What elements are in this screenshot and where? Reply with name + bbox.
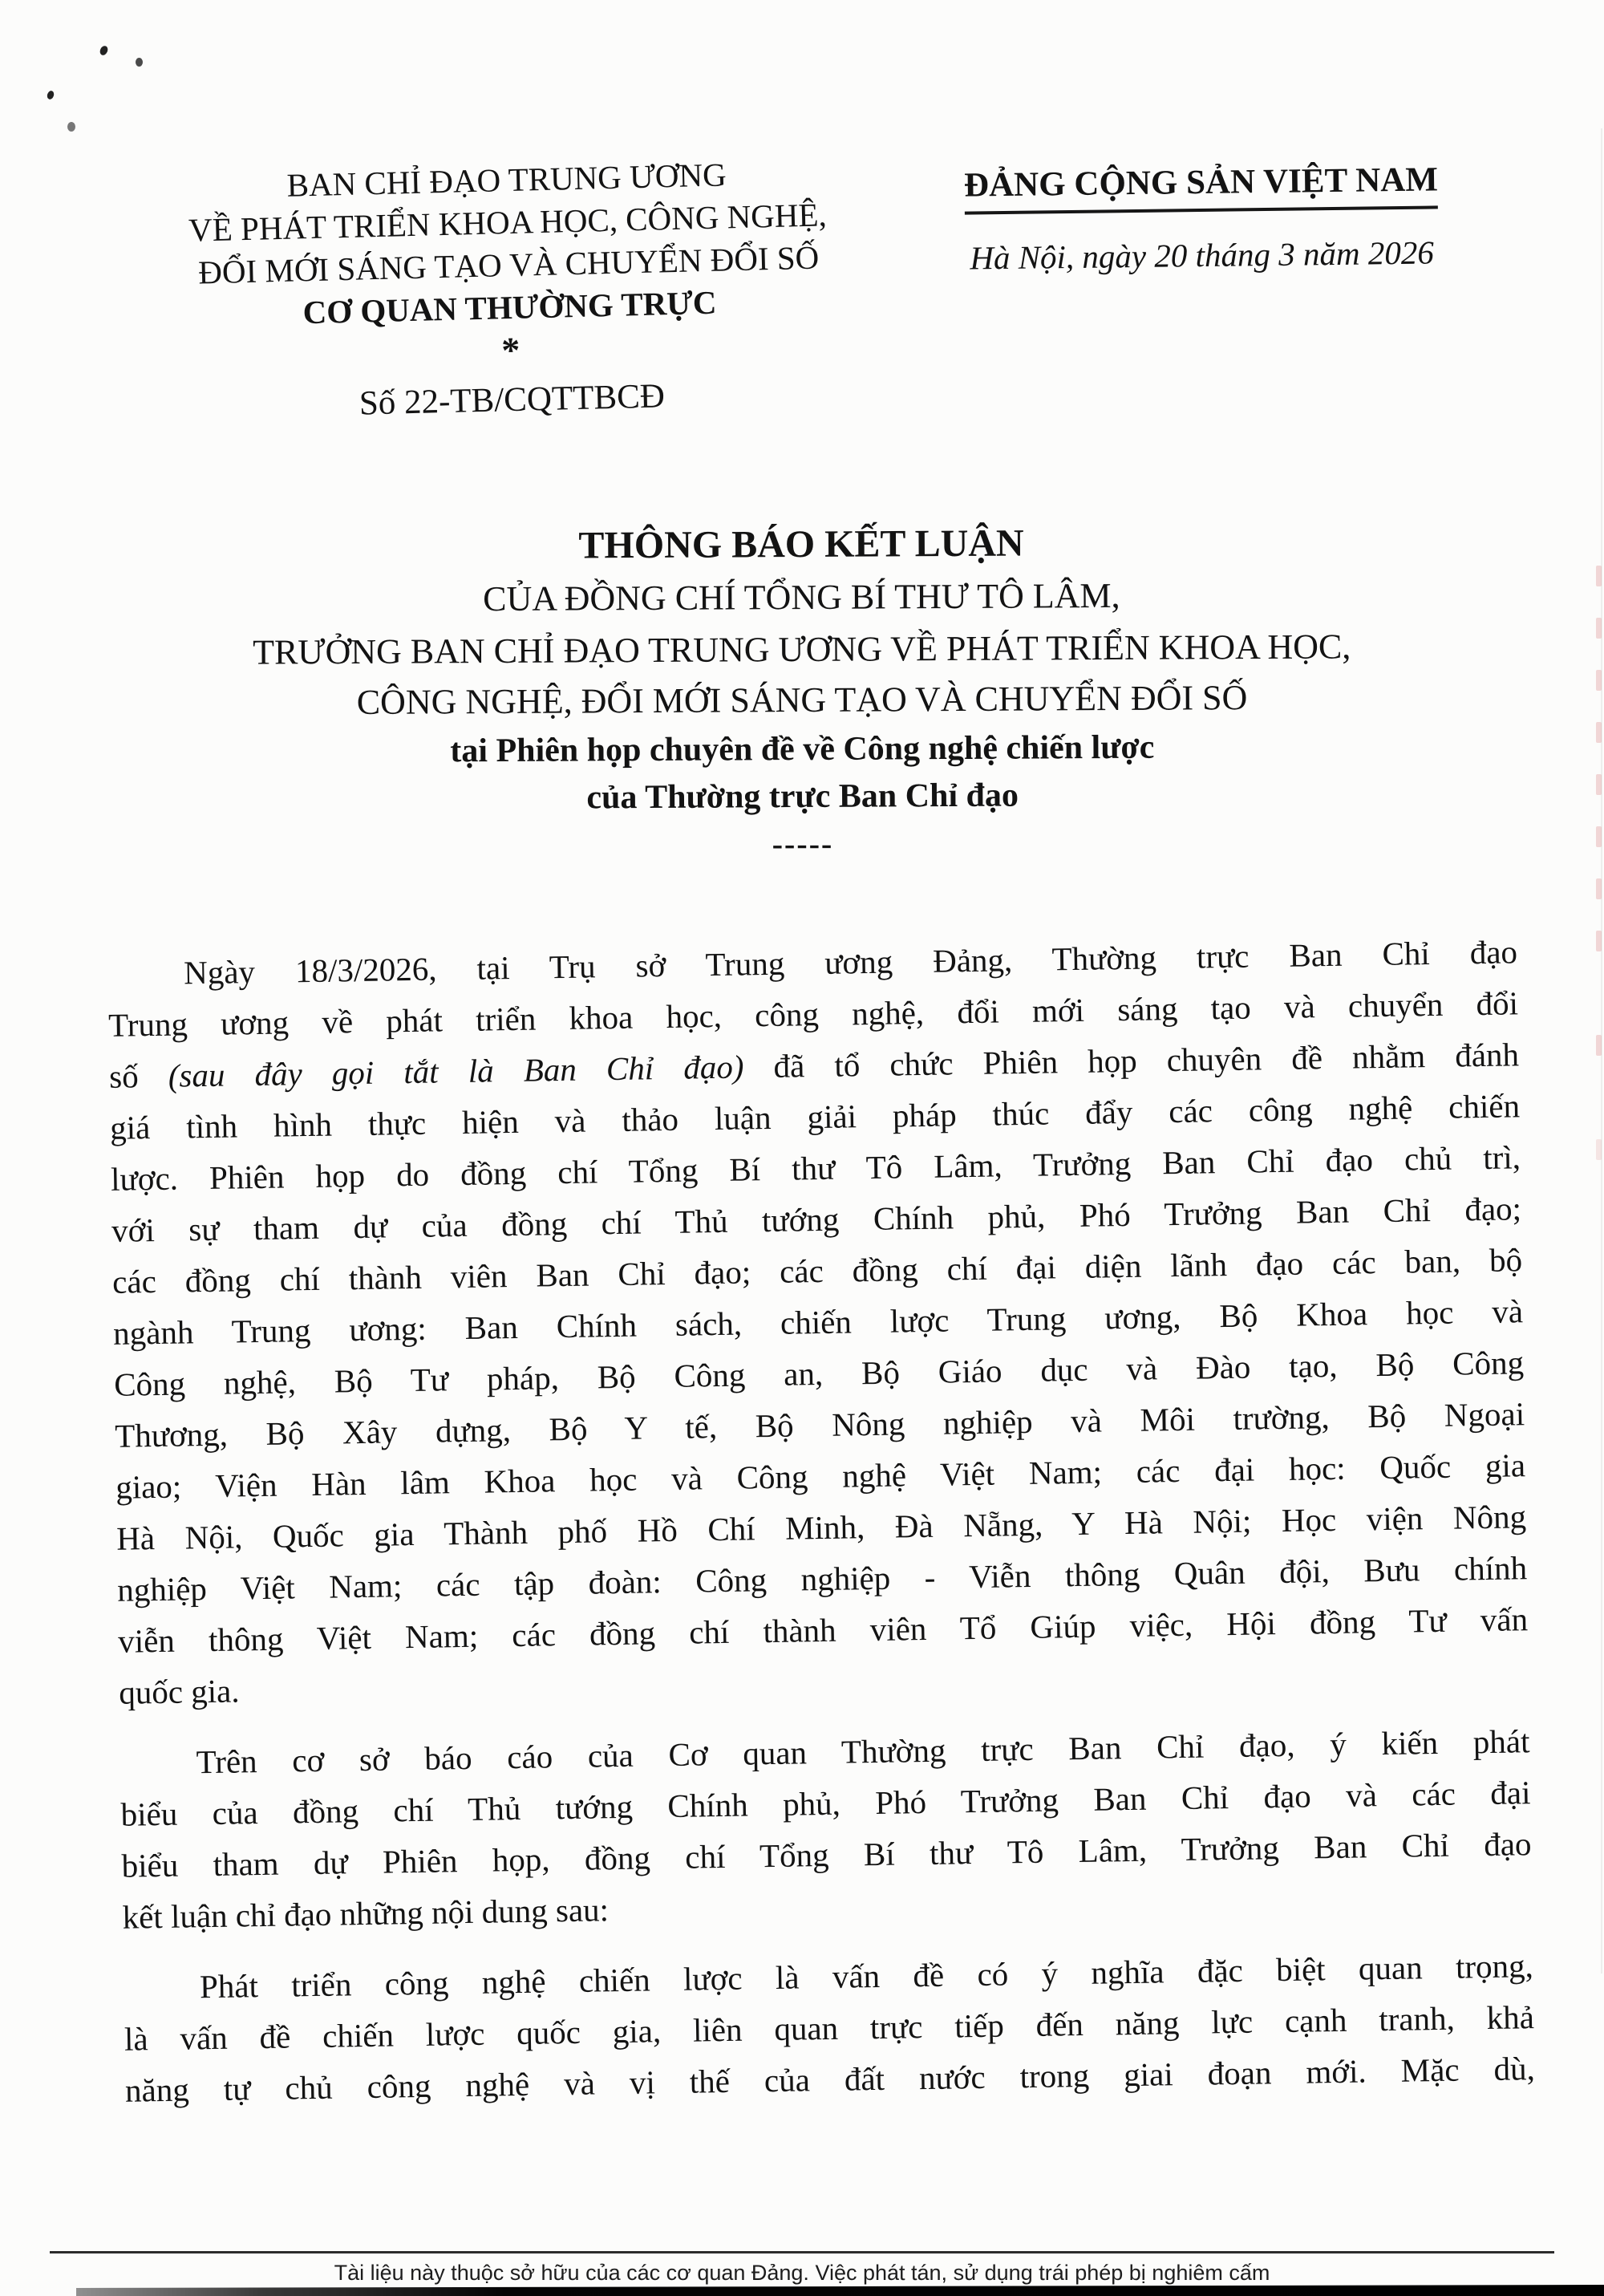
agency-name-line: BAN CHỈ ĐẠO TRUNG ƯƠNG <box>286 156 727 204</box>
title-subtitle: của Thường trực Ban Chỉ đạo <box>586 777 1019 817</box>
body-line: nghiệp Việt Nam; các tập đoàn: Công nghiệp - Viễn thông Quân đội, Bưu chính <box>116 1549 1528 1608</box>
agency-name-line: ĐỔI MỚI SÁNG TẠO VÀ CHUYỂN ĐỔI SỐ <box>197 238 820 291</box>
bleed-through-mark <box>1596 878 1602 899</box>
body-line: giao; Viện Hàn lâm Khoa học và Công nghệ Việt Nam; các đại học: Quốc gia <box>115 1446 1526 1506</box>
title-line: TRƯỞNG BAN CHỈ ĐẠO TRUNG ƯƠNG VỀ PHÁT TRIỂN KHOA HỌC, <box>253 627 1351 672</box>
scan-bottom-edge <box>76 2285 1604 2296</box>
party-name: ĐẢNG CỘNG SẢN VIỆT NAM <box>964 160 1439 214</box>
scan-speck <box>136 58 143 67</box>
abbreviation-note: (sau đây gọi tắt là Ban Chỉ đạo) <box>168 1048 744 1094</box>
issuing-agency-block <box>101 149 917 431</box>
body-line: ngành Trung ương: Ban Chính sách, chiến lược Trung ương, Bộ Khoa học và <box>112 1292 1524 1352</box>
dash-separator: ----- <box>772 825 834 862</box>
bleed-through-mark <box>1596 670 1602 691</box>
footer-notice: Tài liệu này thuộc sở hữu của các cơ quan Đảng. Việc phát tán, sử dụng trái phép bị nghiêm cấm <box>334 2261 1270 2285</box>
body-line: kết luận chỉ đạo những nội dung sau: <box>122 1891 610 1936</box>
title-main: THÔNG BÁO KẾT LUẬN <box>578 521 1024 567</box>
footer-divider <box>50 2251 1554 2253</box>
body-line: giá tình hình thực hiện và thảo luận giải pháp thúc đẩy các công nghệ chiến <box>109 1087 1521 1146</box>
body-line: Trung ương về phát triển khoa học, công nghệ, đổi mới sáng tạo và chuyển đổi <box>107 984 1519 1044</box>
title-line: CỦA ĐỒNG CHÍ TỔNG BÍ THƯ TÔ LÂM, <box>483 575 1120 619</box>
body-line: là vấn đề chiến lược quốc gia, liên quan trực tiếp đến năng lực cạnh tranh, khả <box>124 1998 1535 2058</box>
paragraph-1 <box>107 926 1529 1718</box>
document-number: Số 22-TB/CQTTBCĐ <box>358 377 666 423</box>
place-date-line: Hà Nội, ngày 20 tháng 3 năm 2026 <box>970 233 1435 277</box>
bleed-through-mark <box>1596 931 1602 951</box>
body-line: Thương, Bộ Xây dựng, Bộ Y tế, Bộ Nông nghiệp và Môi trường, Bộ Ngoại <box>114 1395 1525 1454</box>
scan-speck <box>99 45 109 57</box>
body-line: năng tự chủ công nghệ và vị thế của đất nước trong giai đoạn mới. Mặc dù, <box>124 2050 1536 2109</box>
bleed-through-mark <box>1596 566 1602 586</box>
body-line: viễn thông Việt Nam; các đồng chí thành viên Tổ Giúp việc, Hội đồng Tư vấn <box>117 1600 1529 1660</box>
bleed-through-mark <box>1596 722 1602 743</box>
paragraph-3 <box>124 1940 1536 2116</box>
body-line: với sự tham dự của đồng chí Thủ tướng Chính phủ, Phó Trưởng Ban Chỉ đạo; <box>111 1190 1522 1249</box>
scan-speck <box>67 122 75 132</box>
standing-agency-line: CƠ QUAN THƯỜNG TRỰC <box>302 283 717 331</box>
body-line: Phát triển công nghệ chiến lược là vấn đề có ý nghĩa đặc biệt quan trọng, <box>199 1947 1534 2006</box>
scan-speck <box>46 90 55 100</box>
party-header-block <box>888 159 1515 278</box>
body-line: biểu tham dự Phiên họp, đồng chí Tổng Bí thư Tô Lâm, Trưởng Ban Chỉ đạo <box>121 1825 1532 1884</box>
document-body <box>107 926 1536 2115</box>
paragraph-2 <box>119 1715 1533 1943</box>
bleed-through-mark <box>1596 826 1602 847</box>
title-line: CÔNG NGHỆ, ĐỔI MỚI SÁNG TẠO VÀ CHUYỂN ĐỔI SỐ <box>356 678 1248 722</box>
body-line: Công nghệ, Bộ Tư pháp, Bộ Công an, Bộ Giáo dục và Đào tạo, Bộ Công <box>113 1344 1525 1403</box>
body-line: lược. Phiên họp do đồng chí Tổng Bí thư Tô Lâm, Trưởng Ban Chỉ đạo chủ trì, <box>110 1138 1521 1198</box>
body-line: các đồng chí thành viên Ban Chỉ đạo; các đồng chí đại diện lãnh đạo các ban, bộ <box>111 1241 1523 1300</box>
document-title-block <box>79 514 1525 871</box>
body-line: biểu của đồng chí Thủ tướng Chính phủ, Phó Trưởng Ban Chỉ đạo và các đại <box>120 1774 1531 1833</box>
bleed-through-mark <box>1596 774 1602 795</box>
agency-name-line: VỀ PHÁT TRIỂN KHOA HỌC, CÔNG NGHỆ, <box>188 196 828 249</box>
bleed-through-mark <box>1596 1035 1602 1056</box>
star-separator: * <box>500 329 520 371</box>
body-line: quốc gia. <box>118 1672 240 1711</box>
body-line: Trên cơ sở báo cáo của Cơ quan Thường trực Ban Chỉ đạo, ý kiến phát <box>196 1722 1530 1781</box>
title-subtitle: tại Phiên họp chuyên đề về Công nghệ chiến lược <box>450 728 1155 770</box>
body-text: đã tổ chức Phiên họp chuyên đề nhằm đánh <box>743 1036 1520 1085</box>
body-line: Hà Nội, Quốc gia Thành phố Hồ Chí Minh, Đà Nẵng, Y Hà Nội; Học viện Nông <box>115 1498 1527 1557</box>
bleed-through-mark <box>1596 1139 1602 1160</box>
bleed-through-mark <box>1596 618 1602 639</box>
body-text: số <box>108 1057 169 1095</box>
body-line: Ngày 18/3/2026, tại Trụ sở Trung ương Đảng, Thường trực Ban Chỉ đạo <box>183 933 1518 992</box>
